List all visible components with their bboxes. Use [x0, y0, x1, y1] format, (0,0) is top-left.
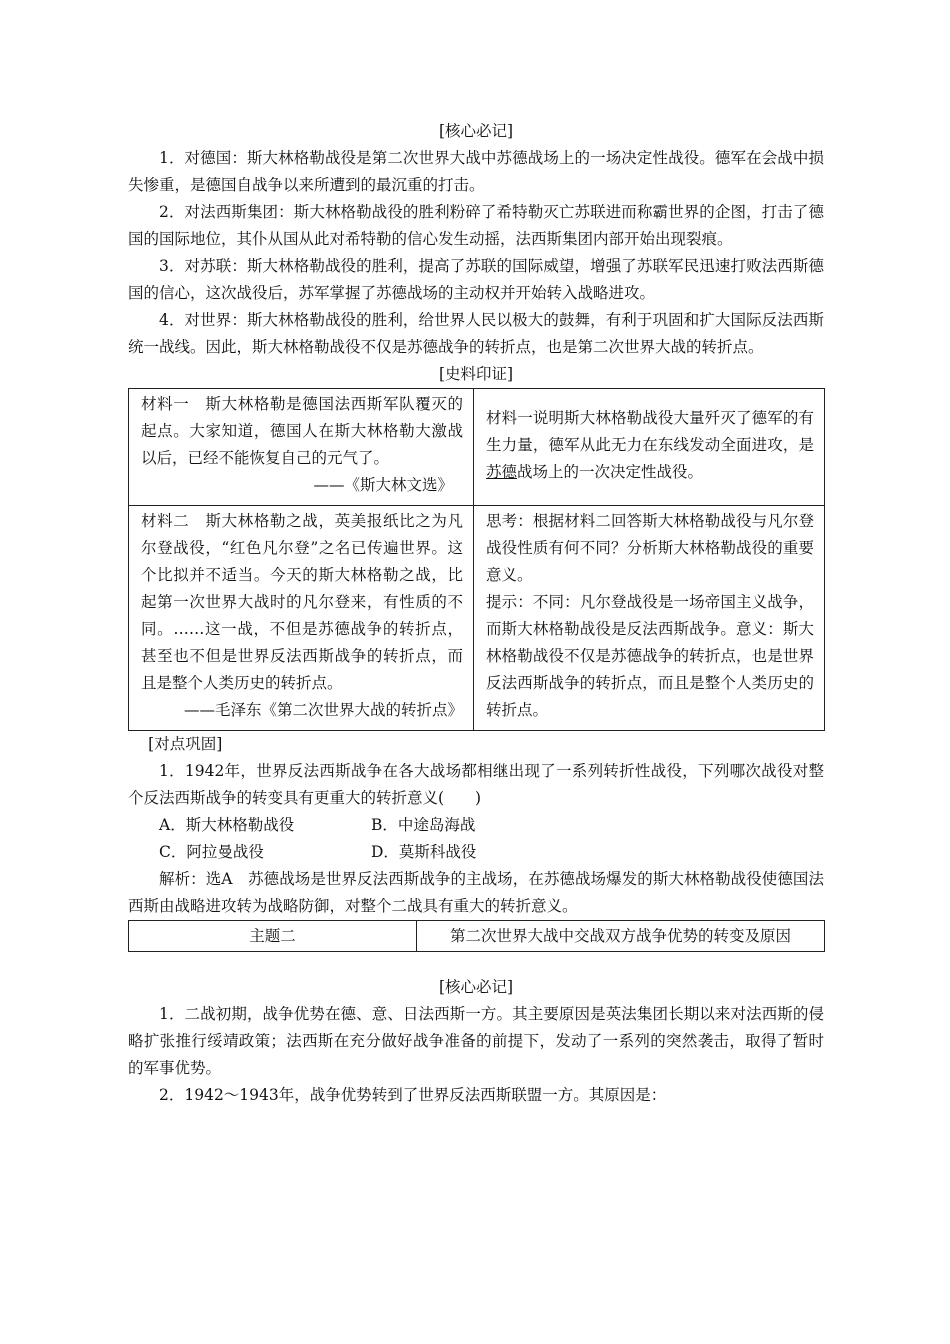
option-c: C．阿拉曼战役 [159, 843, 264, 861]
spacer [128, 952, 824, 974]
source-table [128, 388, 825, 731]
section-heading-sources: [史料印证] [438, 365, 514, 383]
theme-table [128, 920, 825, 952]
material-1-cell [129, 389, 474, 506]
option-a: A．斯大林格勒战役 [159, 816, 295, 834]
core-point-4: 4．对世界：斯大林格勒战役的胜利，给世界人民以极大的鼓舞，有利于巩固和扩大国际反法西斯统一战线。因此，斯大林格勒战役不仅是苏德战争的转折点，也是第二次世界大战的转折点。 [128, 311, 824, 356]
core-point-1: 1．对德国：斯大林格勒战役是第二次世界大战中苏德战场上的一场决定性战役。德军在会战中损失惨重，是德国自战争以来所遭到的最沉重的打击。 [128, 149, 824, 194]
core2-point-2: 2．1942～1943年，战争优势转到了世界反法西斯联盟一方。其原因是： [159, 1086, 667, 1104]
analysis-text-before: 材料一说明斯大林格勒战役大量歼灭了德军的有生力量，德军从此无力在东线发动全面进攻，是 [486, 408, 814, 454]
material-2-question-cell [474, 506, 825, 731]
core-point-3: 3．对苏联：斯大林格勒战役的胜利，提高了苏联的国际威望，增强了苏联军民迅速打败法西斯德国的信心，这次战役后，苏军掌握了苏德战场的主动权并开始转入战略进攻。 [128, 257, 824, 302]
source-row-2 [129, 506, 825, 731]
material-2-citation: ——毛泽东《第二次世界大战的转折点》 [183, 701, 463, 719]
core-point-2: 2．对法西斯集团：斯大林格勒战役的胜利粉碎了希特勒灭亡苏联进而称霸世界的企图，打击了德国的国际地位，其仆从国从此对希特勒的信心发生动摇，法西斯集团内部开始出现裂痕。 [128, 203, 824, 248]
section-heading-core: [核心必记] [438, 122, 514, 140]
practice-answer: 解析：选A 苏德战场是世界反法西斯战争的主战场，在苏德战场爆发的斯大林格勒战役使德国法西斯由战略进攻转为战略防御，对整个二战具有重大的转折意义。 [128, 870, 824, 915]
practice-question: 1．1942年，世界反法西斯战争在各大战场都相继出现了一系列转折性战役，下列哪次战役对整个反法西斯战争的转变具有更重大的转折意义( ) [128, 762, 824, 807]
analysis-text-after: 战场上的一次决定性战役。 [517, 462, 704, 481]
section-heading-core-2: [核心必记] [438, 978, 514, 996]
options-row-2 [128, 839, 824, 866]
analysis-underlined-term: 苏德 [486, 462, 518, 481]
option-b: B．中途岛海战 [371, 816, 476, 834]
document-page [128, 118, 824, 1109]
theme-label: 主题二 [129, 921, 417, 952]
section-heading-practice: [对点巩固] [148, 735, 223, 753]
material-1-analysis-cell [474, 389, 825, 506]
material-1-text: 材料一 斯大林格勒是德国法西斯军队覆灭的起点。大家知道，德国人在斯大林格勒大激战以后，已经不能恢复自己的元气了。 [141, 395, 463, 467]
source-row-1 [129, 389, 825, 506]
core2-point-1: 1．二战初期，战争优势在德、意、日法西斯一方。其主要原因是英法集团长期以来对法西斯的侵略扩张推行绥靖政策；法西斯在充分做好战争准备的前提下，发动了一系列的突然袭击，取得了暂时的军事优势。 [128, 1005, 824, 1077]
thinking-question: 思考：根据材料二回答斯大林格勒战役与凡尔登战役性质有何不同？分析斯大林格勒战役的重要意义。 [486, 512, 814, 584]
material-2-text: 材料二 斯大林格勒之战，英美报纸比之为凡尔登战役，“红色凡尔登”之名已传遍世界。这个比拟并不适当。今天的斯大林格勒之战，比起第一次世界大战时的凡尔登来，有性质的不同。……这一战，不但是苏德战争的转折点，甚至也不但是世界反法西斯战争的转折点，而且是整个人类历史的转折点。 [141, 512, 463, 692]
theme-title: 第二次世界大战中交战双方战争优势的转变及原因 [417, 921, 825, 952]
thinking-hint: 提示：不同：凡尔登战役是一场帝国主义战争，而斯大林格勒战役是反法西斯战争。意义：斯大林格勒战役不仅是苏德战争的转折点，也是世界反法西斯战争的转折点，而且是整个人类历史的转折点。 [486, 593, 814, 719]
options-row-1 [128, 812, 824, 839]
material-1-citation: ——《斯大林文选》 [313, 476, 453, 494]
material-2-cell [129, 506, 474, 731]
option-d: D．莫斯科战役 [371, 843, 477, 861]
